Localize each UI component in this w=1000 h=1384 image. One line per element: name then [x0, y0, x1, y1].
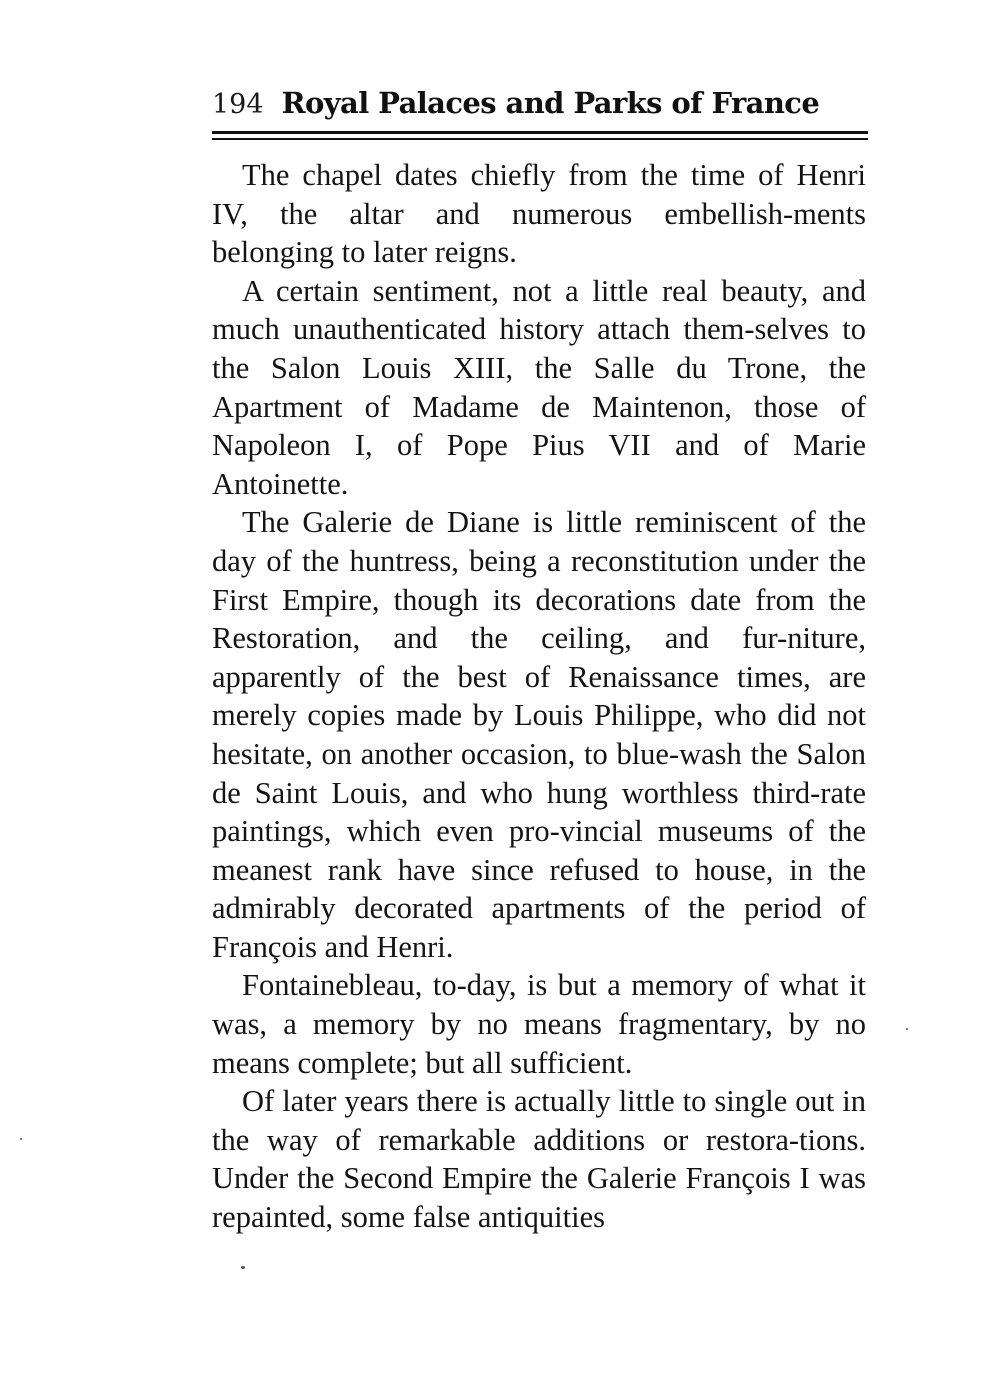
page-header	[212, 86, 868, 130]
paragraph-salons: A certain sentiment, not a little real beauty, and much unauthenticated history attach them-selves to the Salon Louis XIII, the Salle du Trone, the Apartment of Madame de Maintenon, those of Napoleon I, of Pope Pius VII and of Marie Antoinette.	[212, 273, 866, 501]
page-number: 194	[212, 89, 264, 120]
paragraph-chapel: The chapel dates chiefly from the time of Henri IV, the altar and numerous embellish-ments belonging to later reigns.	[212, 158, 866, 270]
scan-speck	[241, 1266, 245, 1269]
header-rule-thin	[212, 138, 868, 140]
paragraph-galerie-de-diane: The Galerie de Diane is little reminiscent of the day of the huntress, being a reconstitution under the First Empire, though its decorations date from the Restoration, and the ceiling, and fur-niture, apparently of the best of Renaissance times, are merely copies made by Louis Philippe, who did not hesitate, on another occasion, to blue-wash the Salon de Saint Louis, and who hung worthless third-rate paintings, which even pro-vincial museums of the meanest rank have since refused to house, in the admirably decorated apartments of the period of François and Henri.	[212, 505, 866, 964]
header-rule-thick	[212, 131, 868, 134]
scan-speck	[906, 1028, 908, 1030]
paragraph-fontainebleau-memory: Fontainebleau, to-day, is but a memory of what it was, a memory by no means fragmentary, by no means complete; but all sufficient.	[212, 968, 866, 1080]
scan-speck	[20, 1138, 22, 1140]
paragraph-later-years: Of later years there is actually little to single out in the way of remarkable additions or restora-tions. Under the Second Empire the Galerie François I was repainted, some false antiquities	[212, 1084, 866, 1235]
running-title: Royal Palaces and Parks of France	[281, 86, 820, 120]
body-text	[212, 156, 866, 1237]
